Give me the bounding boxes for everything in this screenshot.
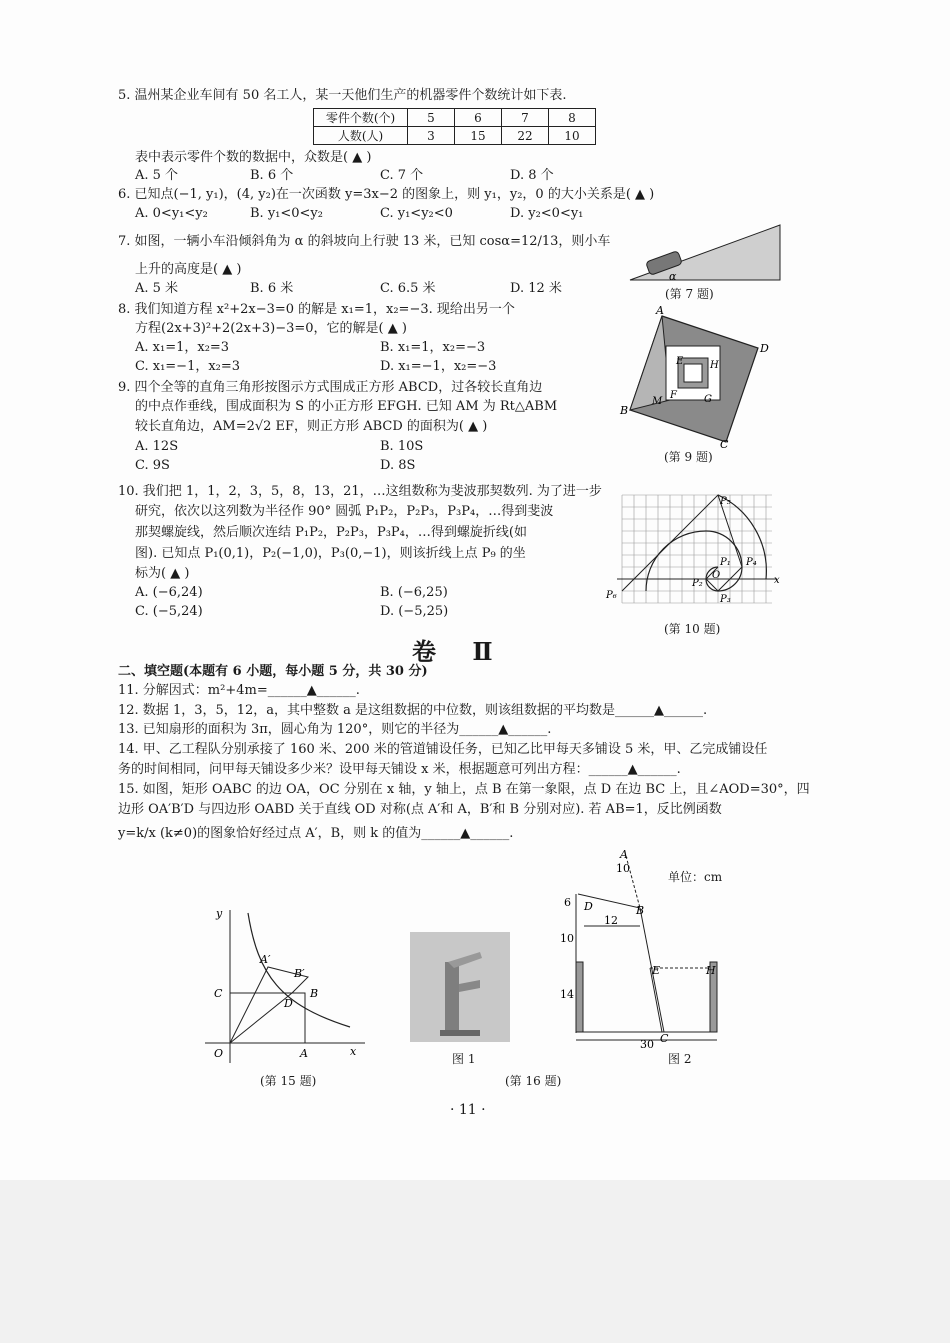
q9-option-d: D. 8S: [380, 458, 416, 473]
q7-line2: 上升的高度是( ▲ ): [135, 262, 242, 277]
q9-label-e: E: [676, 356, 684, 367]
q9-label-a: A: [656, 304, 664, 317]
q9-square-figure: [620, 304, 770, 451]
q8-option-a: A. x₁=1，x₂=3: [135, 340, 230, 355]
q15-caption: (第 15 题): [260, 1074, 317, 1088]
q6-option-d: D. y₂<0<y₁: [510, 206, 584, 221]
q8-option-d: D. x₁=−1，x₂=−3: [380, 359, 497, 374]
q9-line3: 较长直角边，AM=2√2 EF，则正方形 ABCD 的面积为( ▲ ): [135, 419, 488, 434]
q6-option-b: B. y₁<0<y₂: [250, 206, 323, 221]
q15-label-d: D: [284, 997, 293, 1010]
q5-table-cell: 8: [549, 109, 596, 127]
q13: 13. 已知扇形的面积为 3π，圆心角为 120°，则它的半径为______▲______.: [118, 722, 552, 737]
q16-label-h: H: [706, 964, 716, 977]
q15-label-b-prime: B′: [294, 967, 305, 980]
q9-label-d: D: [760, 342, 769, 355]
q16-dimension-diagram: [560, 848, 730, 1051]
q7-option-d: D. 12 米: [510, 281, 562, 296]
q5-table-cell: 7: [502, 109, 549, 127]
q10-label-p3: P₃: [720, 594, 731, 605]
q5-stem: 5. 温州某企业车间有 50 名工人，某一天他们生产的机器零件个数统计如下表.: [118, 88, 567, 103]
q15-line3: y=k/x (k≠0)的图象恰好经过点 A′，B，则 k 的值为______▲______.: [118, 826, 514, 841]
q5-table-cell: 3: [408, 127, 455, 145]
q9-option-c: C. 9S: [135, 458, 170, 473]
section-two-heading: 二、填空题(本题有 6 小题，每小题 5 分，共 30 分): [118, 664, 428, 679]
q16-dim-14: 14: [560, 988, 574, 1001]
q15-label-a: A: [300, 1047, 308, 1060]
q9-option-a: A. 12S: [135, 439, 179, 454]
q8-option-b: B. x₁=1，x₂=−3: [380, 340, 486, 355]
q9-stem: 9. 四个全等的直角三角形按图示方式围成正方形 ABCD，过各较长直角边: [118, 380, 543, 395]
q10-option-c: C. (−5,24): [135, 604, 203, 619]
faucet-photo: [410, 932, 510, 1042]
q10-label-x: x: [774, 575, 780, 586]
q5-option-a: A. 5 个: [135, 168, 179, 183]
q9-label-f: F: [670, 390, 677, 401]
q8-stem: 8. 我们知道方程 x²+2x−3=0 的解是 x₁=1，x₂=−3. 现给出另一个: [118, 302, 515, 317]
q10-label-o: O: [712, 570, 721, 581]
q9-label-g: G: [704, 394, 712, 405]
page-number: · 11 ·: [450, 1102, 486, 1118]
q9-option-b: B. 10S: [380, 439, 424, 454]
q5-table-cell: 22: [502, 127, 549, 145]
q5-table-cell: 6: [455, 109, 502, 127]
q10-spiral-figure: [606, 490, 782, 615]
q16-dim-12: 12: [604, 914, 618, 927]
q10-stem: 10. 我们把 1，1，2，3，5，8，13，21，…这组数称为斐波那契数列. 为了进一步: [118, 484, 602, 499]
line-od: [230, 993, 292, 1043]
q16-dim-10-top: 10: [616, 862, 630, 875]
q10-label-p6: P₆: [606, 590, 617, 601]
q8-line2: 方程(2x+3)²+2(2x+3)−3=0，它的解是( ▲ ): [135, 321, 407, 336]
q16-label-d: D: [584, 900, 593, 913]
faucet-base: [440, 1030, 480, 1036]
q15-label-a-prime: A′: [260, 953, 271, 966]
q9-label-c: C: [720, 438, 729, 451]
q5-line2: 表中表示零件个数的数据中，众数是( ▲ ): [135, 150, 372, 165]
q16-label-a: A: [620, 848, 628, 861]
q10-label-p5: P₅: [720, 496, 731, 507]
q7-stem: 7. 如图，一辆小车沿倾斜角为 α 的斜坡向上行驶 13 米，已知 cosα=12/13，则小车: [118, 234, 611, 249]
q16-label-b: B: [636, 904, 645, 917]
q10-caption: (第 10 题): [664, 622, 721, 636]
left-basin-wall: [576, 962, 583, 1032]
q9-label-h: H: [710, 360, 719, 371]
q15-line2: 边形 OA′B′D 与四边形 OABD 关于直线 OD 对称(点 A′和 A，B′和 B 分别对应). 若 AB=1，反比例函数: [118, 802, 722, 817]
q16-caption: (第 16 题): [505, 1074, 562, 1088]
q5-table-cell: 15: [455, 127, 502, 145]
q10-option-d: D. (−5,25): [380, 604, 449, 619]
q9-line2: 的中点作垂线，围成面积为 S 的小正方形 EFGH. 已知 AM 为 Rt△ABM: [135, 399, 558, 414]
q14-line1: 14. 甲、乙工程队分别承接了 160 米、200 米的管道铺设任务，已知乙比甲每天多铺设 5 米，甲、乙完成铺设任: [118, 742, 768, 757]
q15-label-x: x: [350, 1045, 357, 1058]
q6-option-a: A. 0<y₁<y₂: [135, 206, 208, 221]
q9-label-m: M: [652, 396, 663, 407]
q14-line2: 务的时间相同，问甲每天铺设多少米？设甲每天铺设 x 米，根据题意可列出方程：______▲______.: [118, 762, 681, 777]
q5-option-b: B. 6 个: [250, 168, 294, 183]
q10-line4: 图). 已知点 P₁(0,1)，P₂(−1,0)，P₃(0,−1)，则该折线上点 P₉ 的坐: [135, 546, 526, 561]
q10-label-p2: P₂: [692, 578, 703, 589]
q15-label-b: B: [310, 987, 319, 1000]
q9-label-b: B: [620, 404, 629, 417]
q15-line1: 15. 如图，矩形 OABC 的边 OA，OC 分别在 x 轴，y 轴上，点 B 在第一象限，点 D 在边 BC 上，且∠AOD=30°，四: [118, 782, 810, 797]
q10-option-a: A. (−6,24): [135, 585, 203, 600]
scan-background: [0, 1180, 950, 1343]
q10-label-p4: P₄: [746, 557, 757, 568]
q7-option-a: A. 5 米: [135, 281, 179, 296]
q7-alpha-label: α: [669, 270, 677, 283]
q7-option-c: C. 6.5 米: [380, 281, 436, 296]
q15-label-y: y: [216, 907, 223, 920]
q16-figure1-label: 图 1: [452, 1052, 476, 1066]
q10-line3: 那契螺旋线，然后顺次连结 P₁P₂，P₂P₃，P₃P₄，…得到螺旋折线(如: [135, 525, 527, 540]
q5-option-d: D. 8 个: [510, 168, 554, 183]
q16-dim-6: 6: [564, 896, 571, 909]
segment-ec: [650, 968, 662, 1032]
q6-stem: 6. 已知点(−1, y₁)，(4, y₂)在一次函数 y=3x−2 的图象上，则 y₁，y₂，0 的大小关系是( ▲ ): [118, 187, 655, 202]
q5-table-cell: 10: [549, 127, 596, 145]
q5-table-cell: 5: [408, 109, 455, 127]
q9-caption: (第 9 题): [664, 450, 713, 464]
q16-figure2-label: 图 2: [668, 1052, 692, 1066]
q10-option-b: B. (−6,25): [380, 585, 448, 600]
q7-slope-figure: [625, 220, 785, 285]
q6-option-c: C. y₁<y₂<0: [380, 206, 453, 221]
q15-label-c: C: [214, 987, 223, 1000]
part-two-heading: 卷 Ⅱ: [412, 637, 507, 666]
q10-line2: 研究，依次以这列数为半径作 90° 圆弧 P₁P₂，P₂P₃，P₃P₄，…得到斐波: [135, 504, 554, 519]
q16-dim-30: 30: [640, 1038, 654, 1051]
q16-label-c: C: [660, 1032, 669, 1045]
q8-option-c: C. x₁=−1，x₂=3: [135, 359, 241, 374]
q7-caption: (第 7 题): [665, 287, 714, 301]
faucet-body: [445, 962, 459, 1032]
q15-label-o: O: [214, 1047, 224, 1060]
q5-option-c: C. 7 个: [380, 168, 424, 183]
q16-label-e: E: [652, 964, 661, 977]
q10-label-p1: P₁: [720, 557, 731, 568]
q11: 11. 分解因式：m²+4m=______▲______.: [118, 683, 360, 698]
q12: 12. 数据 1，3，5，12，a，其中整数 a 是这组数据的中位数，则该组数据的平均数是______▲______.: [118, 703, 708, 718]
q16-unit: 单位：cm: [668, 870, 723, 884]
q5-table: [313, 108, 596, 145]
q5-table-header: 零件个数(个): [314, 109, 408, 127]
q16-dim-10: 10: [560, 932, 574, 945]
inner-square: [684, 364, 702, 382]
q15-graph-figure: [200, 905, 375, 1065]
q5-table-header: 人数(人): [314, 127, 408, 145]
q7-option-b: B. 6 米: [250, 281, 294, 296]
q10-line5: 标为( ▲ ): [135, 566, 190, 581]
